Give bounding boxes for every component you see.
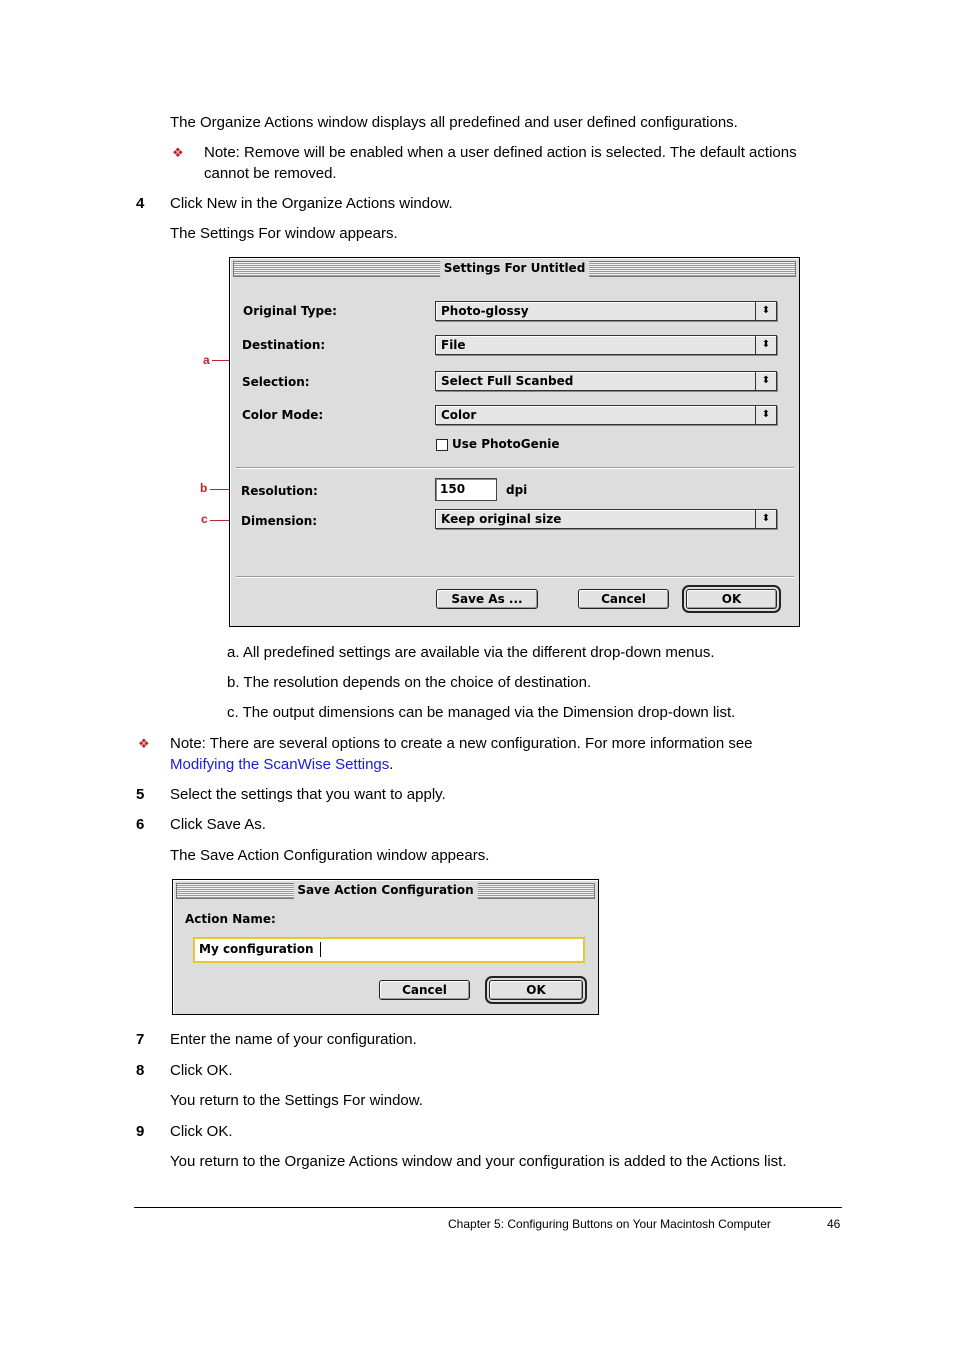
note2-line-2 <box>170 754 393 775</box>
step-text: Enter the name of your configuration. <box>170 1031 417 1048</box>
action-name-input[interactable] <box>193 937 585 963</box>
popup-arrows-icon: ⬍ <box>755 302 776 320</box>
caption-c: c. The output dimensions can be managed via the Dimension drop-down list. <box>227 704 736 721</box>
save-action-window <box>172 879 599 1015</box>
step-text: Click OK. <box>170 1123 233 1140</box>
selection-label: Selection: <box>242 375 310 389</box>
dimension-value: Keep original size <box>441 512 562 526</box>
popup-arrows-icon: ⬍ <box>755 510 776 528</box>
original-type-popup[interactable] <box>435 301 777 321</box>
use-photogenie-checkbox[interactable] <box>436 439 448 451</box>
step-text: Click New in the Organize Actions window. <box>170 195 453 212</box>
cancel-button[interactable]: Cancel <box>379 980 470 1000</box>
separator <box>236 467 794 468</box>
popup-arrows-icon: ⬍ <box>755 336 776 354</box>
original-type-label: Original Type: <box>243 304 337 318</box>
step-number: 7 <box>136 1031 145 1048</box>
note-line-2: cannot be removed. <box>204 165 337 182</box>
resolution-label: Resolution: <box>241 484 318 498</box>
popup-arrows-icon: ⬍ <box>755 406 776 424</box>
color-mode-popup[interactable] <box>435 405 777 425</box>
cancel-button[interactable]: Cancel <box>578 589 669 609</box>
color-mode-value: Color <box>441 408 477 422</box>
save-title-bar[interactable] <box>176 883 595 899</box>
callout-a: a <box>203 353 210 367</box>
caption-b: b. The resolution depends on the choice of destination. <box>227 674 592 691</box>
note-bullet-icon: ❖ <box>172 145 184 160</box>
step-number: 8 <box>136 1062 145 1079</box>
step-result: You return to the Organize Actions window and your configuration is added to the Actions list. <box>170 1153 787 1170</box>
text-cursor <box>320 942 321 957</box>
modifying-settings-link[interactable]: Modifying the ScanWise Settings <box>170 756 390 773</box>
save-as-button[interactable]: Save As ... <box>436 589 538 609</box>
resolution-value: 150 <box>440 482 466 496</box>
ok-button[interactable]: OK <box>489 980 583 1000</box>
resolution-unit: dpi <box>506 483 528 497</box>
note2-line-1: Note: There are several options to create a new configuration. For more information see <box>170 735 753 752</box>
ok-button[interactable]: OK <box>686 589 777 609</box>
footer-chapter: Chapter 5: Configuring Buttons on Your Macintosh Computer <box>448 1217 771 1231</box>
popup-arrows-icon: ⬍ <box>755 372 776 390</box>
action-name-label: Action Name: <box>185 912 276 926</box>
step-result: The Save Action Configuration window appears. <box>170 847 490 864</box>
callout-b: b <box>200 481 208 495</box>
step-number: 5 <box>136 786 145 803</box>
callout-c: c <box>201 512 208 526</box>
destination-value: File <box>441 338 466 352</box>
footer-rule <box>134 1207 842 1208</box>
caption-a: a. All predefined settings are available via the different drop-down menus. <box>227 644 715 661</box>
separator <box>236 576 794 577</box>
step-number: 9 <box>136 1123 145 1140</box>
intro-text: The Organize Actions window displays all predefined and user defined configurations. <box>170 114 738 131</box>
step-result: The Settings For window appears. <box>170 225 398 242</box>
step-text: Click OK. <box>170 1062 233 1079</box>
settings-window <box>229 257 800 627</box>
resolution-input[interactable] <box>435 478 497 501</box>
step-result: You return to the Settings For window. <box>170 1092 423 1109</box>
page-number: 46 <box>827 1217 841 1231</box>
use-photogenie-label: Use PhotoGenie <box>452 437 560 451</box>
settings-title-bar[interactable] <box>233 261 796 277</box>
color-mode-label: Color Mode: <box>242 408 324 422</box>
step-number: 4 <box>136 195 145 212</box>
save-window-title: Save Action Configuration <box>293 882 477 899</box>
step-text: Select the settings that you want to apply. <box>170 786 446 803</box>
selection-popup[interactable] <box>435 371 777 391</box>
settings-window-title: Settings For Untitled <box>440 260 590 277</box>
action-name-value: My configuration <box>199 942 314 956</box>
original-type-value: Photo-glossy <box>441 304 529 318</box>
destination-popup[interactable] <box>435 335 777 355</box>
note-line-1: Note: Remove will be enabled when a user defined action is selected. The default actions <box>204 144 797 161</box>
note-bullet-icon: ❖ <box>138 736 150 751</box>
step-text: Click Save As. <box>170 816 266 833</box>
dimension-popup[interactable] <box>435 509 777 529</box>
destination-label: Destination: <box>242 338 326 352</box>
selection-value: Select Full Scanbed <box>441 374 574 388</box>
step-number: 6 <box>136 816 145 833</box>
note2-period: . <box>389 756 394 773</box>
dimension-label: Dimension: <box>241 514 318 528</box>
